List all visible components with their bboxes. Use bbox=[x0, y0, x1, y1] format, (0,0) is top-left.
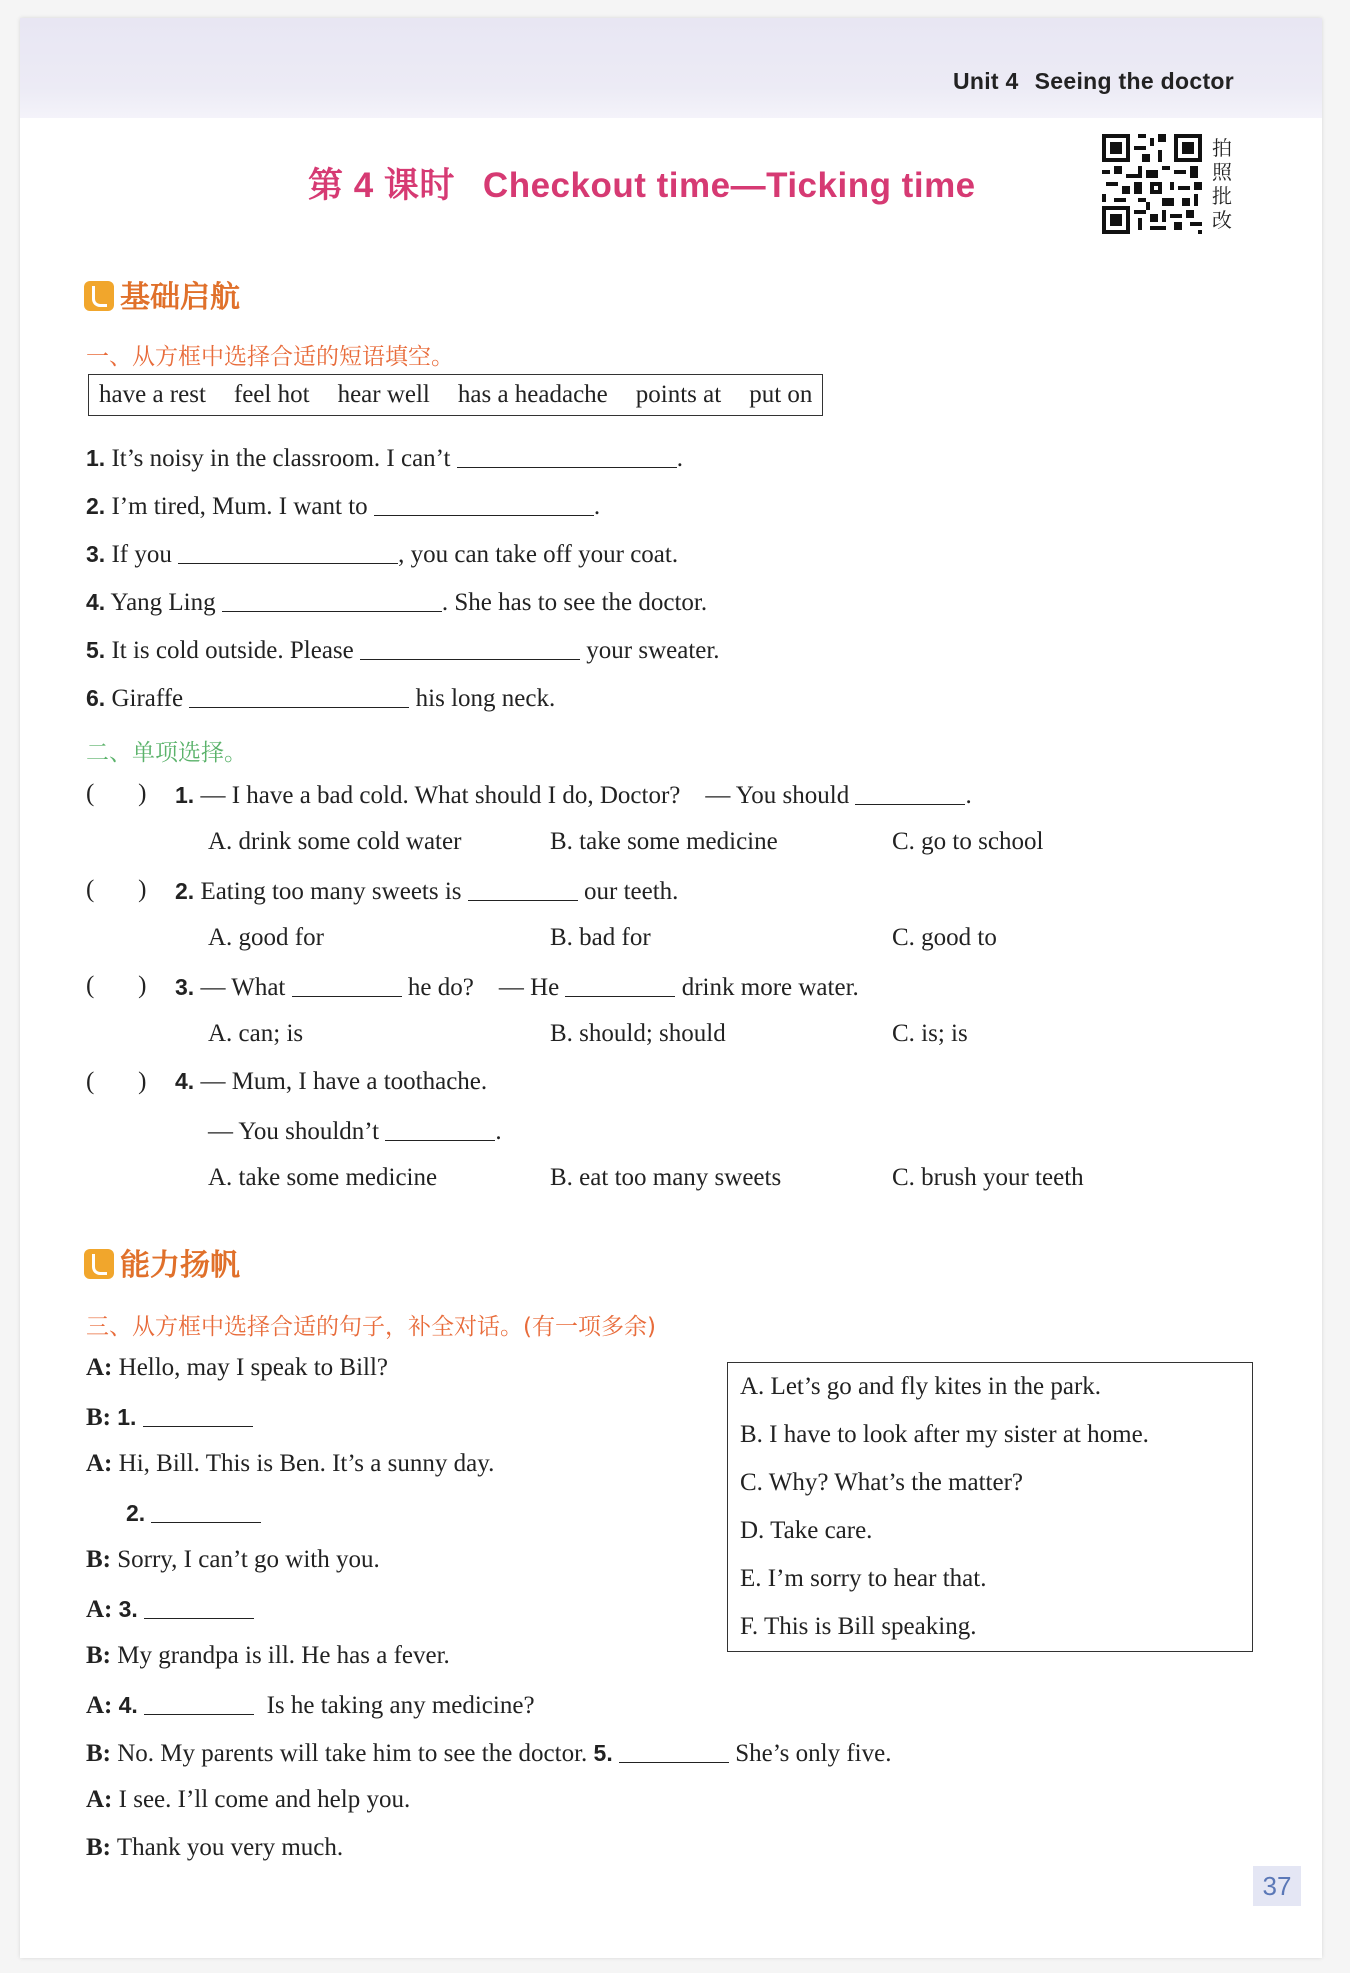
part3-heading: 三、从方框中选择合适的句子，补全对话。(有一项多余) bbox=[86, 1314, 656, 1340]
mc-item-2 bbox=[175, 876, 678, 906]
section-title: 能力扬帆 bbox=[120, 1248, 240, 1283]
item-number: 3. bbox=[175, 974, 195, 1000]
section-ability-heading bbox=[84, 1240, 240, 1284]
speaker: B: bbox=[86, 1740, 111, 1767]
option-c: C. go to school bbox=[892, 828, 1044, 855]
fill-item-1 bbox=[86, 443, 683, 473]
item-text: . She has to see the doctor. bbox=[441, 589, 708, 616]
dialogue-text: Hello, may I speak to Bill? bbox=[118, 1354, 389, 1381]
mc-item-1 bbox=[175, 780, 972, 810]
dialogue-text: I see. I’ll come and help you. bbox=[118, 1786, 411, 1813]
option-a: A. can; is bbox=[208, 1020, 304, 1047]
sentence-option: B. I have to look after my sister at home. bbox=[740, 1421, 1149, 1448]
qr-code-icon[interactable] bbox=[1102, 134, 1202, 234]
item-text: If you bbox=[111, 541, 172, 568]
lesson-prefix: 第 4 课时 bbox=[308, 166, 455, 205]
dialogue-line bbox=[86, 1738, 891, 1768]
anchor-icon bbox=[84, 281, 114, 311]
speaker: B: bbox=[86, 1546, 111, 1573]
phrase: has a headache bbox=[457, 381, 608, 408]
dialogue-line bbox=[86, 1546, 380, 1574]
option-b: B. should; should bbox=[550, 1020, 726, 1047]
dialogue-line bbox=[86, 1354, 388, 1382]
answer-blank[interactable] bbox=[143, 1402, 253, 1427]
option-a: A. good for bbox=[208, 924, 324, 951]
answer-blank[interactable] bbox=[292, 972, 402, 997]
item-text: , you can take off your coat. bbox=[398, 541, 679, 568]
item-number: 3. bbox=[118, 1596, 138, 1622]
section-title: 基础启航 bbox=[120, 280, 240, 315]
phrase: points at bbox=[635, 381, 722, 408]
speaker: B: bbox=[86, 1642, 111, 1669]
item-number: 6. bbox=[86, 685, 106, 711]
item-text: our teeth. bbox=[584, 878, 679, 905]
item-text: . bbox=[593, 493, 601, 520]
qr-label-char: 批 bbox=[1212, 184, 1232, 208]
item-text: Eating too many sweets is bbox=[200, 878, 462, 905]
qr-label-char: 照 bbox=[1212, 160, 1232, 184]
item-text: It is cold outside. Please bbox=[111, 637, 354, 664]
answer-blank[interactable] bbox=[144, 1690, 254, 1715]
section-basic-heading bbox=[84, 272, 240, 316]
item-text: drink more water. bbox=[681, 974, 859, 1001]
dialogue-line bbox=[86, 1834, 343, 1862]
mc-item-4-line2 bbox=[208, 1116, 502, 1146]
sentence-option: D. Take care. bbox=[740, 1517, 873, 1544]
answer-blank[interactable] bbox=[468, 876, 578, 901]
item-number: 1. bbox=[86, 445, 106, 471]
answer-blank[interactable] bbox=[178, 539, 398, 564]
dialogue-line bbox=[86, 1450, 494, 1478]
item-text: his long neck. bbox=[415, 685, 556, 712]
mc-item-4 bbox=[175, 1068, 487, 1096]
part1-heading: 一、从方框中选择合适的短语填空。 bbox=[86, 344, 454, 370]
item-text: your sweater. bbox=[586, 637, 720, 664]
option-a: A. take some medicine bbox=[208, 1164, 438, 1191]
answer-blank[interactable] bbox=[151, 1498, 261, 1523]
sentence-option: F. This is Bill speaking. bbox=[740, 1613, 977, 1640]
dialogue-line bbox=[86, 1402, 253, 1432]
item-text: . bbox=[965, 782, 972, 809]
option-c: C. brush your teeth bbox=[892, 1164, 1084, 1191]
item-number: 1. bbox=[175, 782, 195, 808]
dialogue-text: Hi, Bill. This is Ben. It’s a sunny day. bbox=[118, 1450, 495, 1477]
item-text: . bbox=[495, 1118, 502, 1145]
dialogue-text: My grandpa is ill. He has a fever. bbox=[117, 1642, 450, 1669]
item-number: 1. bbox=[117, 1404, 137, 1430]
qr-label-char: 改 bbox=[1212, 208, 1232, 232]
answer-blank[interactable] bbox=[619, 1738, 729, 1763]
item-text: — I have a bad cold. What should I do, Doctor? bbox=[200, 782, 681, 809]
item-number: 5. bbox=[593, 1740, 613, 1766]
option-a: A. drink some cold water bbox=[208, 828, 462, 855]
item-number: 2. bbox=[86, 493, 106, 519]
item-number: 4. bbox=[118, 1692, 138, 1718]
speaker: B: bbox=[86, 1404, 111, 1431]
page-number: 37 bbox=[1253, 1866, 1301, 1906]
item-text: he do? bbox=[407, 974, 474, 1001]
option-c: C. good to bbox=[892, 924, 997, 951]
dialogue-text: Is he taking any medicine? bbox=[266, 1692, 535, 1719]
phrase-box bbox=[88, 374, 823, 416]
phrase: feel hot bbox=[233, 381, 310, 408]
speaker: A: bbox=[86, 1596, 113, 1623]
answer-paren[interactable]: ( ) bbox=[86, 1068, 147, 1095]
answer-blank[interactable] bbox=[360, 635, 580, 660]
dialogue-line bbox=[86, 1786, 410, 1814]
speaker: A: bbox=[86, 1692, 113, 1719]
answer-paren[interactable]: ( ) bbox=[86, 876, 147, 903]
answer-paren[interactable]: ( ) bbox=[86, 780, 147, 807]
item-text: — You should bbox=[705, 782, 850, 809]
speaker: A: bbox=[86, 1354, 113, 1381]
speaker: A: bbox=[86, 1786, 113, 1813]
fill-item-2 bbox=[86, 491, 600, 521]
item-text: I’m tired, Mum. I want to bbox=[111, 493, 368, 520]
option-c: C. is; is bbox=[892, 1020, 968, 1047]
qr-label bbox=[1212, 136, 1238, 232]
answer-blank[interactable] bbox=[189, 683, 409, 708]
sailboat-icon bbox=[84, 1249, 114, 1279]
answer-blank[interactable] bbox=[374, 491, 594, 516]
answer-blank[interactable] bbox=[144, 1594, 254, 1619]
speaker: B: bbox=[86, 1834, 111, 1861]
item-text: Yang Ling bbox=[110, 589, 216, 616]
option-b: B. eat too many sweets bbox=[550, 1164, 782, 1191]
item-number: 4. bbox=[175, 1068, 195, 1094]
item-text: Giraffe bbox=[111, 685, 184, 712]
phrase: have a rest bbox=[99, 381, 206, 408]
answer-blank[interactable] bbox=[565, 972, 675, 997]
sentence-option: E. I’m sorry to hear that. bbox=[740, 1565, 987, 1592]
unit-name: Seeing the doctor bbox=[1034, 68, 1234, 94]
item-number: 2. bbox=[175, 878, 195, 904]
mc-item-3 bbox=[175, 972, 859, 1002]
item-text: — What bbox=[200, 974, 286, 1001]
fill-item-4 bbox=[86, 587, 707, 617]
speaker: A: bbox=[86, 1450, 113, 1477]
item-number: 2. bbox=[126, 1500, 146, 1526]
phrase: put on bbox=[749, 381, 813, 408]
sentence-option: C. Why? What’s the matter? bbox=[740, 1469, 1024, 1496]
item-number: 4. bbox=[86, 589, 106, 615]
dialogue-line bbox=[86, 1642, 450, 1670]
item-number: 5. bbox=[86, 637, 106, 663]
sentence-options-box bbox=[727, 1362, 1253, 1652]
dialogue-line bbox=[126, 1498, 261, 1528]
item-text: It’s noisy in the classroom. I can’t bbox=[111, 445, 451, 472]
unit-label: Unit 4 bbox=[952, 68, 1019, 94]
answer-blank[interactable] bbox=[855, 780, 965, 805]
item-text: — You shouldn’t bbox=[208, 1118, 380, 1145]
option-b: B. bad for bbox=[550, 924, 651, 951]
qr-label-char: 拍 bbox=[1212, 136, 1232, 160]
dialogue-text: Sorry, I can’t go with you. bbox=[117, 1546, 380, 1573]
dialogue-line bbox=[86, 1594, 254, 1624]
item-text: — Mum, I have a toothache. bbox=[200, 1068, 488, 1095]
part2-heading: 二、单项选择。 bbox=[86, 740, 247, 766]
dialogue-text: She’s only five. bbox=[735, 1740, 892, 1767]
answer-blank[interactable] bbox=[222, 587, 442, 612]
item-number: 3. bbox=[86, 541, 106, 567]
lesson-title bbox=[308, 158, 976, 208]
dialogue-text: Thank you very much. bbox=[116, 1834, 344, 1861]
answer-blank[interactable] bbox=[385, 1116, 495, 1141]
workbook-page bbox=[20, 18, 1322, 1958]
item-text: — He bbox=[498, 974, 560, 1001]
lesson-name: Checkout time—Ticking time bbox=[482, 166, 976, 205]
fill-item-5 bbox=[86, 635, 720, 665]
dialogue-text: No. My parents will take him to see the doctor. bbox=[117, 1740, 588, 1767]
sentence-option: A. Let’s go and fly kites in the park. bbox=[740, 1373, 1102, 1400]
fill-item-6 bbox=[86, 683, 555, 713]
option-b: B. take some medicine bbox=[550, 828, 778, 855]
unit-title bbox=[953, 68, 1234, 95]
phrase: hear well bbox=[337, 381, 430, 408]
item-text: . bbox=[676, 445, 683, 472]
answer-paren[interactable]: ( ) bbox=[86, 972, 147, 999]
fill-item-3 bbox=[86, 539, 678, 569]
dialogue-line bbox=[86, 1690, 535, 1720]
answer-blank[interactable] bbox=[457, 443, 677, 468]
